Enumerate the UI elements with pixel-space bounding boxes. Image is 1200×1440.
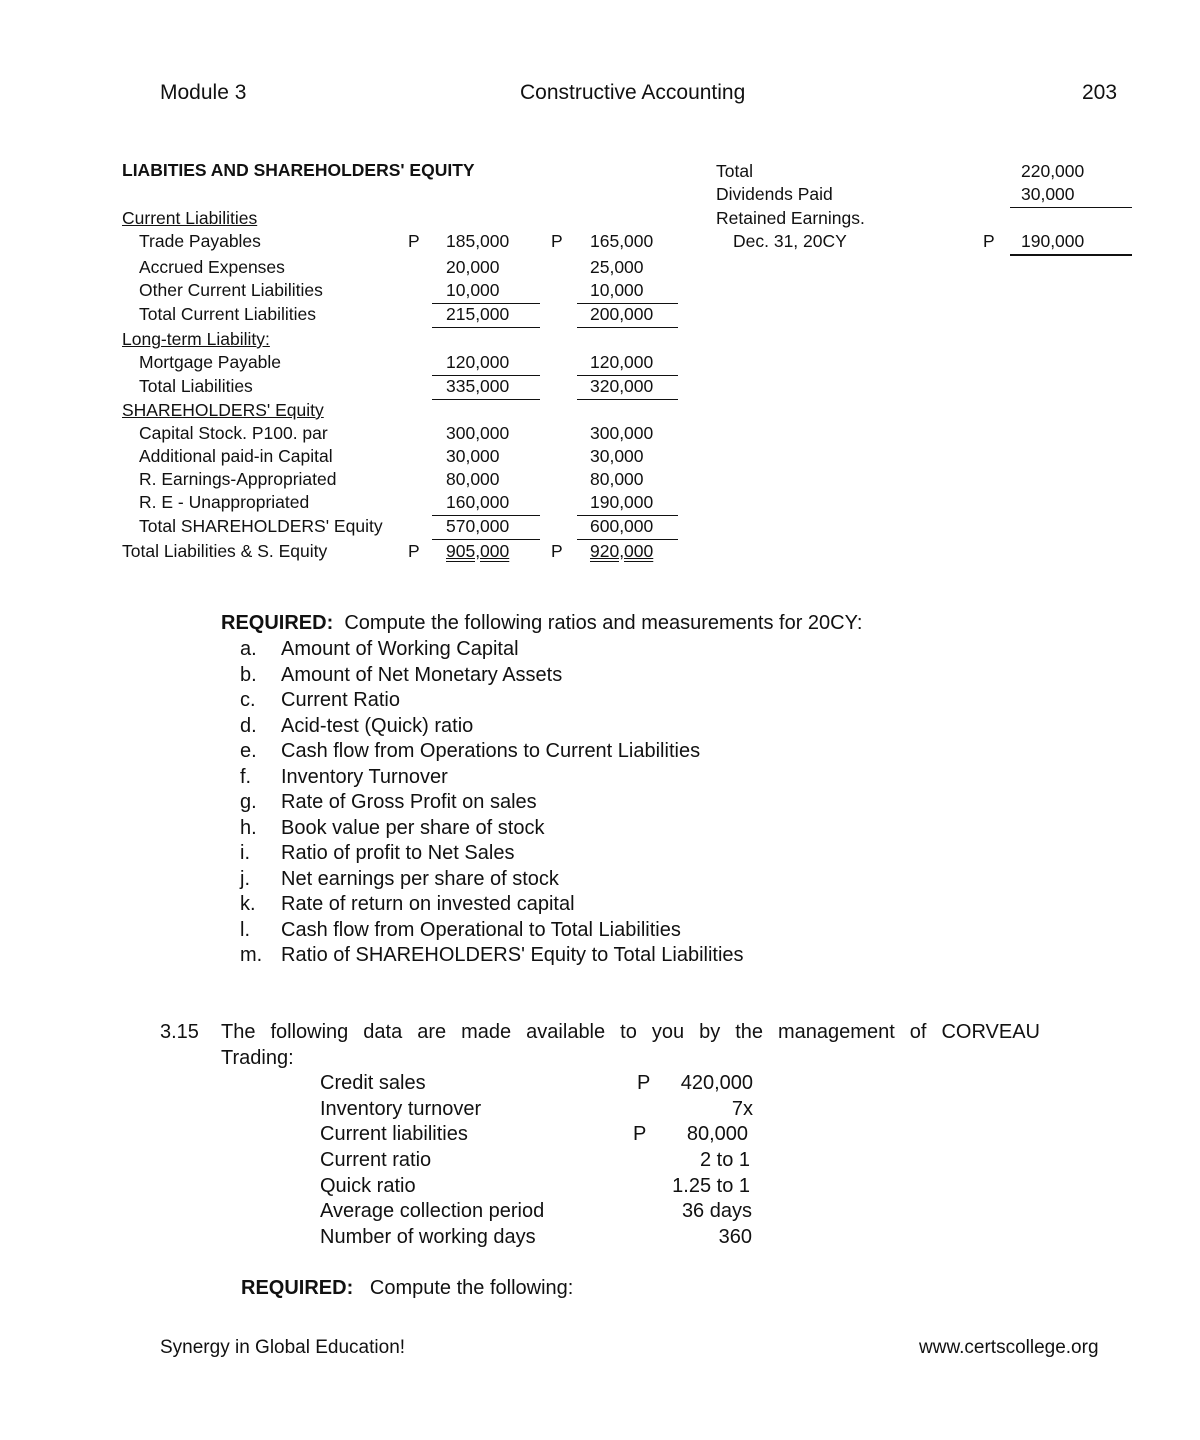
current-year-value: 190,000 — [577, 491, 678, 516]
row-label: Total Liabilities & S. Equity — [122, 541, 328, 561]
row-label: R. Earnings-Appropriated — [139, 469, 337, 489]
data-value: 7x — [731, 1098, 753, 1120]
current-year-value: 10,000 — [577, 279, 678, 304]
current-year-value: 200,000 — [577, 303, 678, 328]
list-item — [240, 816, 940, 842]
page-number: 203 — [1082, 81, 1118, 104]
data-label: Current ratio — [320, 1149, 432, 1171]
list-item — [240, 892, 940, 918]
list-item — [240, 739, 940, 765]
current-year-value: 920,000 — [590, 541, 654, 561]
currency-sign: P — [551, 231, 563, 251]
currency-sign: P — [983, 231, 995, 251]
item-letter: l. — [240, 918, 250, 941]
data-label: Quick ratio — [320, 1175, 416, 1197]
item-letter: g. — [240, 791, 257, 813]
re-ending-value: 190,000 — [1010, 230, 1132, 256]
prior-year-value: 185,000 — [446, 231, 510, 251]
row-label: Total SHAREHOLDERS' Equity — [139, 516, 383, 536]
data-label: Inventory turnover — [320, 1098, 482, 1120]
prior-year-value: 215,000 — [432, 303, 540, 328]
prior-year-value: 905,000 — [446, 541, 510, 561]
row-label: Accrued Expenses — [139, 257, 285, 277]
data-label: Number of working days — [320, 1226, 536, 1248]
row-label: Capital Stock. P100. par — [139, 423, 328, 443]
currency-sign: P — [551, 541, 563, 561]
prior-year-value: 300,000 — [446, 423, 510, 443]
prior-year-value: 20,000 — [446, 257, 500, 277]
item-letter: k. — [240, 893, 256, 915]
current-year-value: 25,000 — [590, 257, 644, 277]
item-text: Ratio of profit to Net Sales — [281, 842, 515, 864]
list-item — [240, 867, 940, 893]
row-label: Total Liabilities — [139, 376, 253, 396]
list-item — [240, 790, 940, 816]
re-total-value: 220,000 — [1021, 161, 1085, 181]
list-item — [240, 918, 940, 944]
required-list — [240, 637, 940, 969]
re-retained-earnings-label: Retained Earnings. — [716, 208, 865, 228]
problem-statement-line1: The following data are made available to you by the management of CORVEAU — [221, 1021, 1040, 1043]
item-text: Book value per share of stock — [281, 816, 545, 839]
long-term-liability-heading: Long-term Liability: — [122, 329, 270, 349]
row-label: Trade Payables — [139, 231, 261, 251]
prior-year-value: 335,000 — [432, 375, 540, 400]
item-text: Ratio of SHAREHOLDERS' Equity to Total Liabilities — [281, 944, 744, 966]
required-label: REQUIRED: — [241, 1277, 354, 1299]
item-text: Cash flow from Operations to Current Liabilities — [281, 740, 701, 762]
prior-year-value: 120,000 — [432, 351, 540, 376]
list-item — [240, 841, 940, 867]
currency-sign: P — [408, 231, 420, 251]
prior-year-value: 10,000 — [432, 279, 540, 304]
current-year-value: 120,000 — [577, 351, 678, 376]
current-year-value: 80,000 — [590, 469, 644, 489]
data-label: Average collection period — [320, 1200, 545, 1222]
prior-year-value: 160,000 — [432, 491, 540, 516]
item-letter: b. — [240, 663, 257, 686]
item-letter: i. — [240, 842, 250, 864]
module-label: Module 3 — [160, 81, 247, 104]
current-year-value: 30,000 — [590, 446, 644, 466]
current-liabilities-heading: Current Liabilities — [122, 208, 258, 228]
currency-sign: P — [633, 1123, 647, 1145]
item-letter: j. — [240, 867, 250, 890]
item-text: Rate of return on invested capital — [281, 893, 575, 915]
item-letter: a. — [240, 638, 257, 660]
item-text: Amount of Net Monetary Assets — [281, 663, 563, 686]
item-text: Rate of Gross Profit on sales — [281, 791, 537, 813]
current-year-value: 320,000 — [577, 375, 678, 400]
re-dividends-value: 30,000 — [1010, 183, 1132, 208]
list-item — [240, 714, 940, 740]
problem-statement-line2: Trading: — [221, 1047, 294, 1069]
item-letter: m. — [240, 944, 263, 966]
list-item — [240, 663, 940, 689]
row-label: Mortgage Payable — [139, 352, 282, 372]
page-title: Constructive Accounting — [520, 81, 746, 104]
item-text: Net earnings per share of stock — [281, 867, 559, 890]
item-text: Amount of Working Capital — [281, 638, 519, 660]
problem-number: 3.15 — [160, 1021, 199, 1043]
data-value: 36 days — [681, 1200, 752, 1222]
shareholders-equity-heading: SHAREHOLDERS' Equity — [122, 400, 324, 420]
data-value: 80,000 — [686, 1123, 748, 1145]
list-item — [240, 688, 940, 714]
re-total-label: Total — [716, 161, 753, 181]
item-letter: h. — [240, 816, 257, 839]
required-text: Compute the following ratios and measurements for 20CY: — [344, 612, 863, 634]
current-year-value: 165,000 — [590, 231, 654, 251]
row-label: R. E - Unappropriated — [139, 492, 310, 512]
data-value: 360 — [718, 1226, 752, 1248]
footer-website: www.certscollege.org — [919, 1337, 1099, 1358]
list-item — [240, 765, 940, 791]
item-text: Current Ratio — [281, 689, 400, 711]
re-date-label: Dec. 31, 20CY — [733, 231, 847, 251]
required-text: Compute the following: — [369, 1277, 574, 1299]
section-heading: LIABITIES AND SHAREHOLDERS' EQUITY — [122, 160, 475, 180]
data-value: 2 to 1 — [699, 1149, 750, 1171]
currency-sign: P — [408, 541, 420, 561]
required-instruction — [221, 611, 862, 637]
item-text: Inventory Turnover — [281, 765, 448, 788]
item-letter: f. — [240, 765, 252, 788]
current-year-value: 300,000 — [590, 423, 654, 443]
row-label: Total Current Liabilities — [139, 304, 317, 324]
item-letter: e. — [240, 740, 257, 762]
current-year-value: 600,000 — [577, 515, 678, 540]
required-label: REQUIRED: — [221, 612, 334, 634]
re-dividends-label: Dividends Paid — [716, 184, 833, 204]
prior-year-value: 80,000 — [446, 469, 500, 489]
currency-sign: P — [637, 1072, 651, 1094]
row-label: Additional paid-in Capital — [139, 446, 333, 466]
row-label: Other Current Liabilities — [139, 280, 323, 300]
required-instruction-2 — [241, 1276, 573, 1302]
prior-year-value: 570,000 — [432, 515, 540, 540]
item-letter: c. — [240, 689, 256, 711]
data-label: Credit sales — [320, 1072, 426, 1094]
prior-year-value: 30,000 — [446, 446, 500, 466]
data-label: Current liabilities — [320, 1123, 468, 1145]
item-text: Cash flow from Operational to Total Liabilities — [281, 918, 681, 941]
data-value: 1.25 to 1 — [672, 1175, 750, 1197]
item-text: Acid-test (Quick) ratio — [281, 714, 474, 737]
data-value: 420,000 — [680, 1072, 753, 1094]
list-item — [240, 943, 940, 969]
item-letter: d. — [240, 714, 257, 737]
list-item — [240, 637, 940, 663]
footer-slogan: Synergy in Global Education! — [160, 1337, 406, 1358]
